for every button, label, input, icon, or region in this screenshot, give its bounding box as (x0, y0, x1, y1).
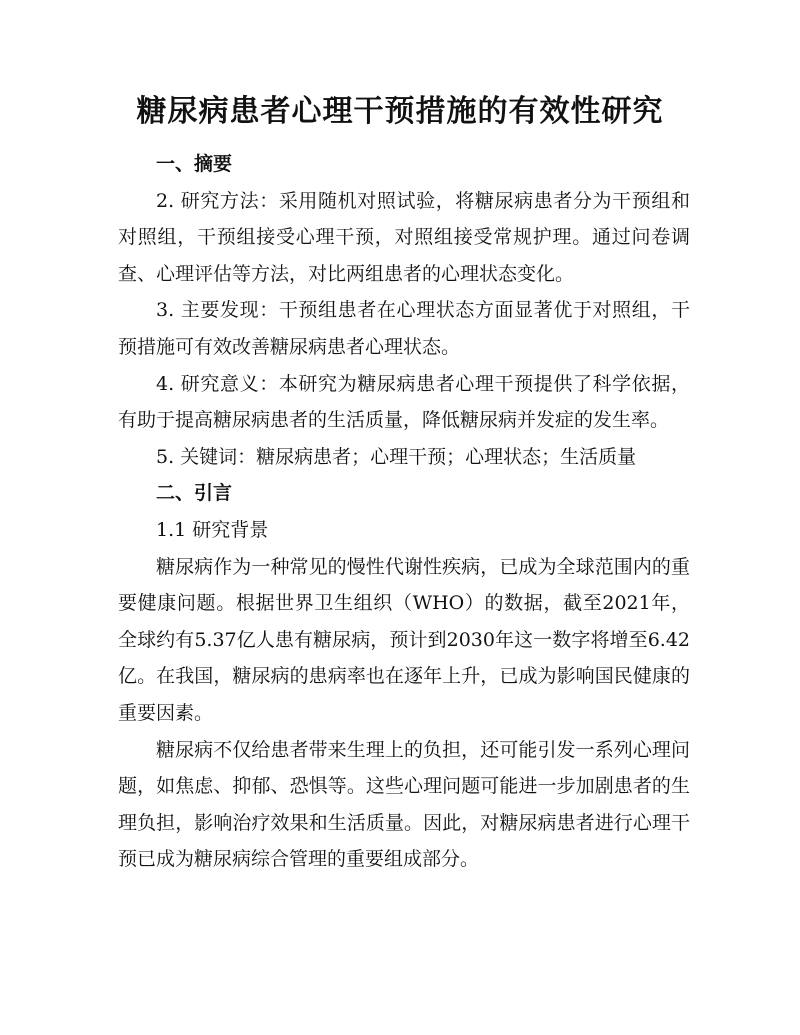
paragraph-keywords: 5. 关键词：糖尿病患者；心理干预；心理状态；生活质量 (156, 445, 637, 468)
section-heading-introduction: 二、引言 (156, 482, 233, 505)
subheading-background: 1.1 研究背景 (156, 518, 269, 541)
paragraph-findings: 3. 主要发现：干预组患者在心理状态方面显著优于对照组，干预措施可有效改善糖尿病患者心理状态。 (118, 299, 690, 358)
paragraph-methods: 2. 研究方法：采用随机对照试验，将糖尿病患者分为干预组和对照组，干预组接受心理干预，对照组接受常规护理。通过问卷调查、心理评估等方法，对比两组患者的心理状态变化。 (118, 189, 690, 285)
paragraph-significance: 4. 研究意义：本研究为糖尿病患者心理干预提供了科学依据，有助于提高糖尿病患者的生活质量，降低糖尿病并发症的发生率。 (118, 372, 690, 432)
document-title: 糖尿病患者心理干预措施的有效性研究 (136, 94, 664, 129)
paragraph-background-2: 糖尿病不仅给患者带来生理上的负担，还可能引发一系列心理问题，如焦虑、抑郁、恐惧等。这些心理问题可能进一步加剧患者的生理负担，影响治疗效果和生活质量。因此，对糖尿病患者进行心理干预已成为糖尿病综合管理的重要组成部分。 (118, 738, 690, 871)
section-heading-abstract: 一、摘要 (156, 153, 233, 175)
document-body (118, 146, 690, 878)
paragraph-background-1: 糖尿病作为一种常见的慢性代谢性疾病，已成为全球范围内的重要健康问题。根据世界卫生组织（WHO）的数据，截至2021年，全球约有5.37亿人患有糖尿病，预计到2030年这一数字将增至6.42亿。在我国，糖尿病的患病率也在逐年上升，已成为影响国民健康的重要因素。 (118, 555, 690, 724)
